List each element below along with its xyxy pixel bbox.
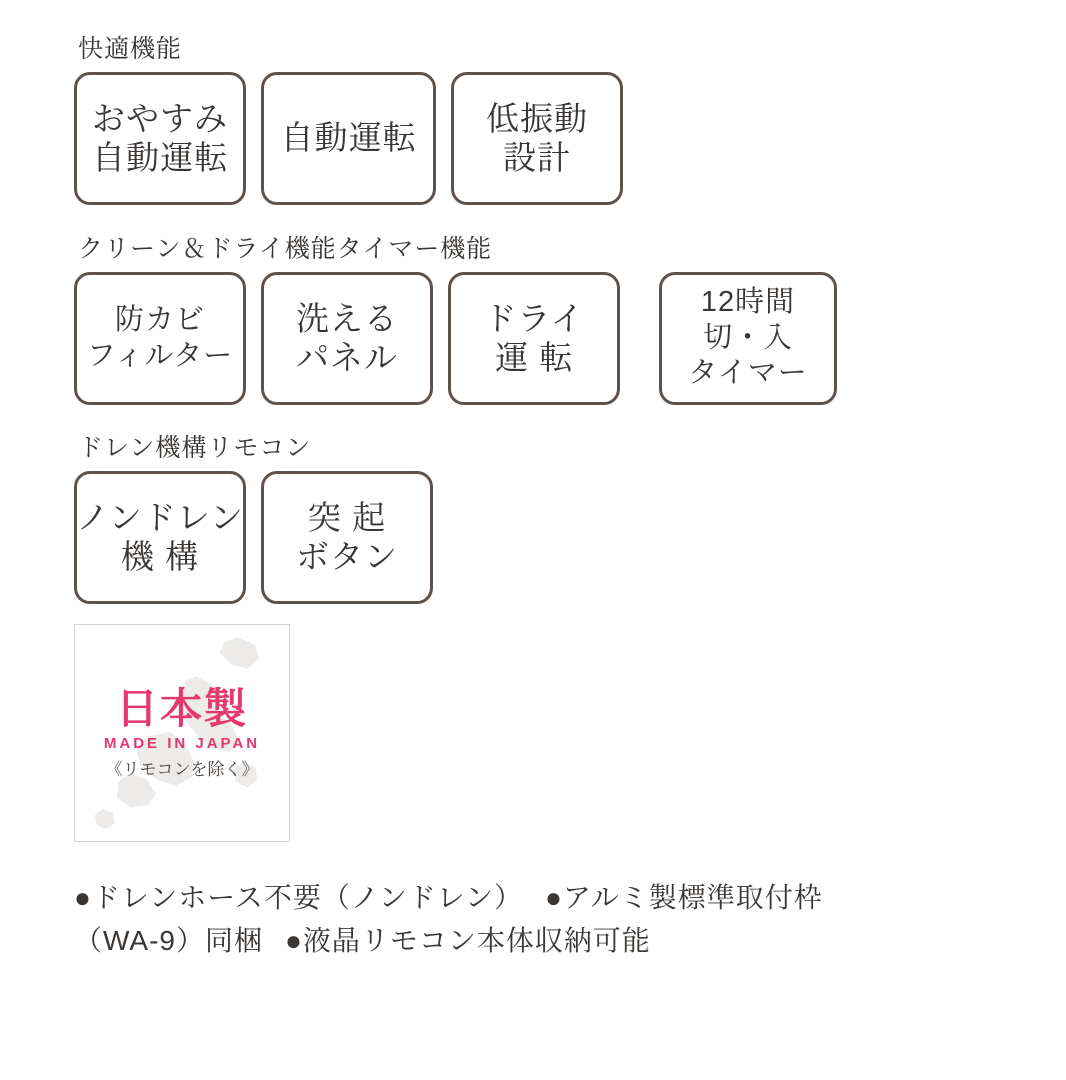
chip-mold-filter — [74, 272, 246, 405]
badge-main-text: 日本製 — [115, 685, 248, 732]
chip-line: 低振動 — [486, 99, 588, 137]
label-row-clean-timer — [78, 234, 1006, 264]
chip-line: 洗える — [296, 299, 398, 337]
chip-line: パネル — [296, 338, 398, 376]
chip-line: 切・入 — [702, 321, 793, 354]
chip-row-clean-dry — [74, 272, 1006, 405]
chip-line: ドライ — [483, 299, 585, 337]
chip-line: 設計 — [503, 138, 571, 176]
footnote-line-1 — [74, 876, 1006, 919]
label-row-drain-remote — [78, 433, 1006, 463]
chip-line: 自動運転 — [92, 138, 228, 176]
chip-line: ボタン — [296, 537, 398, 575]
chip-dry-operation — [448, 272, 620, 405]
chip-line: ノンドレン — [76, 498, 244, 536]
chip-line: タイマー — [688, 357, 808, 390]
chip-12h-timer — [659, 272, 837, 405]
chip-protruding-button — [261, 471, 433, 604]
chip-non-drain — [74, 471, 246, 604]
chip-line: おやすみ — [92, 99, 228, 137]
footnotes — [74, 876, 1006, 963]
section-label-remote: リモコン — [207, 434, 312, 462]
chip-line: フィルター — [86, 339, 234, 372]
chip-low-vibration — [451, 72, 623, 205]
chip-line: 運 転 — [494, 338, 574, 376]
chip-line: 機 構 — [120, 537, 200, 575]
group-comfort-features — [74, 34, 1006, 205]
footnote-2b: ●液晶リモコン本体収納可能 — [284, 925, 651, 957]
section-label-clean-dry: クリーン＆ドライ機能 — [78, 235, 337, 263]
badge-sub-text: MADE IN JAPAN — [103, 735, 261, 752]
chip-row-comfort — [74, 72, 1006, 205]
japan-map-icon — [75, 625, 289, 841]
chip-line: 突 起 — [307, 498, 387, 536]
made-in-japan-badge — [74, 624, 290, 842]
chip-auto-operation — [261, 72, 436, 205]
footnote-2a: （WA-9）同梱 — [74, 925, 263, 957]
chip-oyasumi-auto — [74, 72, 246, 205]
chip-line: 防カビ — [114, 304, 205, 337]
badge-note-text: 《リモコンを除く》 — [105, 760, 259, 779]
chip-line: 自動運転 — [280, 119, 417, 157]
section-label-comfort: 快適機能 — [78, 35, 183, 63]
chip-row-drain-remote — [74, 471, 1006, 604]
footnote-1a: ●ドレンホース不要（ノンドレン） — [74, 882, 523, 913]
group-clean-dry-features — [74, 234, 1006, 405]
section-label-timer: タイマー機能 — [336, 235, 493, 263]
group-drain-remote — [74, 433, 1006, 604]
chip-washable-panel — [261, 272, 433, 405]
chip-line: 12時間 — [700, 286, 796, 319]
section-label-drain: ドレン機構 — [78, 434, 208, 462]
footnote-line-2 — [74, 919, 1006, 962]
footnote-1b: ●アルミ製標準取付枠 — [545, 882, 823, 913]
